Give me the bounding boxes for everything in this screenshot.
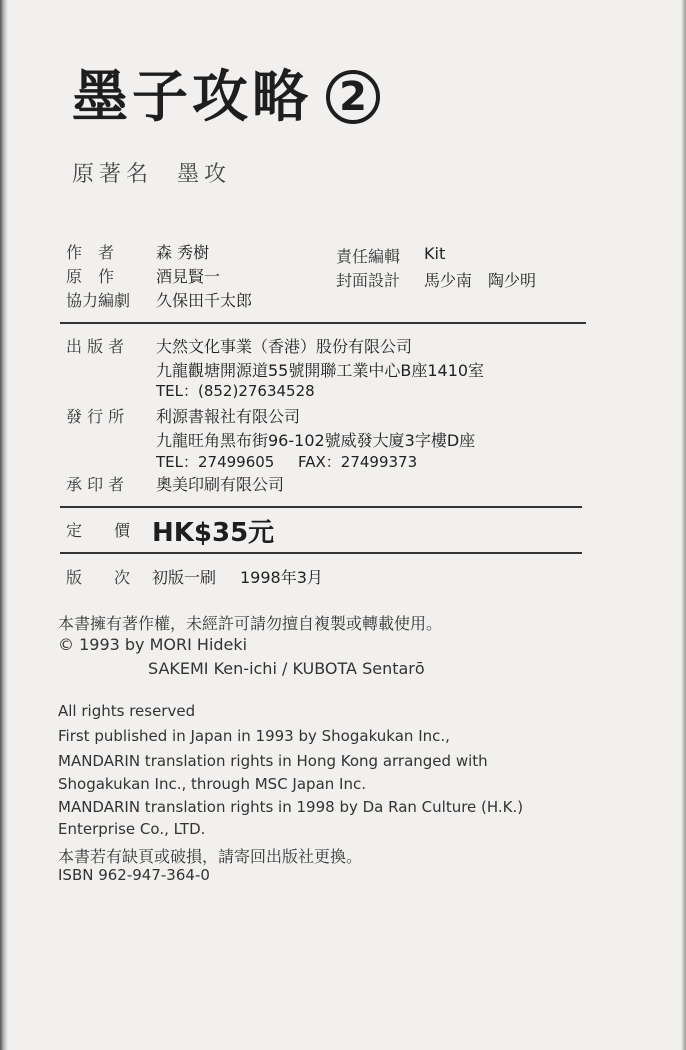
- book-title: [72, 65, 380, 130]
- distributor-fax: FAX：27499373: [298, 453, 418, 471]
- legal-line: All rights reserved: [58, 702, 196, 720]
- distributor-label: 發 行 所: [66, 407, 125, 426]
- copyright-line: © 1993 by MORI Hideki: [58, 635, 248, 654]
- author-value: 森 秀樹: [156, 243, 210, 262]
- price-value: HK$35元: [152, 518, 275, 548]
- volume-number: 2: [326, 70, 380, 124]
- publisher-address: 九龍觀塘開源道55號開聯工業中心B座1410室: [156, 361, 485, 380]
- original-author-value: 酒見賢一: [156, 267, 221, 286]
- legal-line: 本書若有缺頁或破損，請寄回出版社更換。: [58, 847, 363, 866]
- legal-line: Shogakukan Inc., through MSC Japan Inc.: [58, 775, 366, 793]
- editor-label: 責任編輯: [336, 247, 401, 266]
- original-title: [72, 157, 231, 188]
- divider-3: [60, 552, 582, 554]
- distributor-address: 九龍旺角黑布街96-102號威發大廈3字樓D座: [156, 431, 476, 450]
- editor-value: Kit: [424, 244, 446, 263]
- original-title-label: 原著名: [72, 162, 154, 187]
- assist-label: 協力編劇: [66, 291, 131, 310]
- original-title-value: 墨攻: [177, 162, 232, 187]
- author-label: 作 者: [66, 243, 115, 262]
- printer-name: 奧美印刷有限公司: [156, 475, 285, 494]
- assist-value: 久保田千太郎: [156, 291, 253, 310]
- legal-line: Enterprise Co., LTD.: [58, 820, 206, 838]
- rights-notice: 本書擁有著作權，未經許可請勿擅自複製或轉載使用。: [58, 614, 443, 633]
- edition-value: 初版一刷: [152, 568, 217, 587]
- divider-2: [60, 506, 582, 508]
- copyright-names: SAKEMI Ken-ichi / KUBOTA Sentarō: [148, 659, 425, 678]
- book-title-text: 墨子攻略: [72, 65, 312, 130]
- printer-label: 承 印 者: [66, 475, 125, 494]
- page-edge-left: [0, 0, 8, 1050]
- legal-line: MANDARIN translation rights in 1998 by Da Ran Culture (H.K.): [58, 798, 524, 816]
- distributor-tel: TEL：27499605: [156, 453, 275, 471]
- publisher-label: 出 版 者: [66, 337, 125, 356]
- divider-1: [60, 322, 586, 324]
- cover-value: 馬少南 陶少明: [424, 271, 537, 290]
- price-label: 定 價: [66, 521, 131, 540]
- legal-line: First published in Japan in 1993 by Shogakukan Inc.,: [58, 727, 450, 745]
- page-edge-right: [681, 0, 686, 1050]
- legal-line: MANDARIN translation rights in Hong Kong arranged with: [58, 752, 488, 770]
- distributor-name: 利源書報社有限公司: [156, 407, 301, 426]
- cover-label: 封面設計: [336, 271, 401, 290]
- edition-label: 版 次: [66, 568, 131, 587]
- original-author-label: 原 作: [66, 267, 115, 286]
- edition-date: 1998年3月: [240, 568, 323, 587]
- publisher-tel: TEL：(852)27634528: [156, 382, 315, 400]
- isbn: ISBN 962-947-364-0: [58, 866, 210, 884]
- publisher-name: 大然文化事業（香港）股份有限公司: [156, 337, 413, 356]
